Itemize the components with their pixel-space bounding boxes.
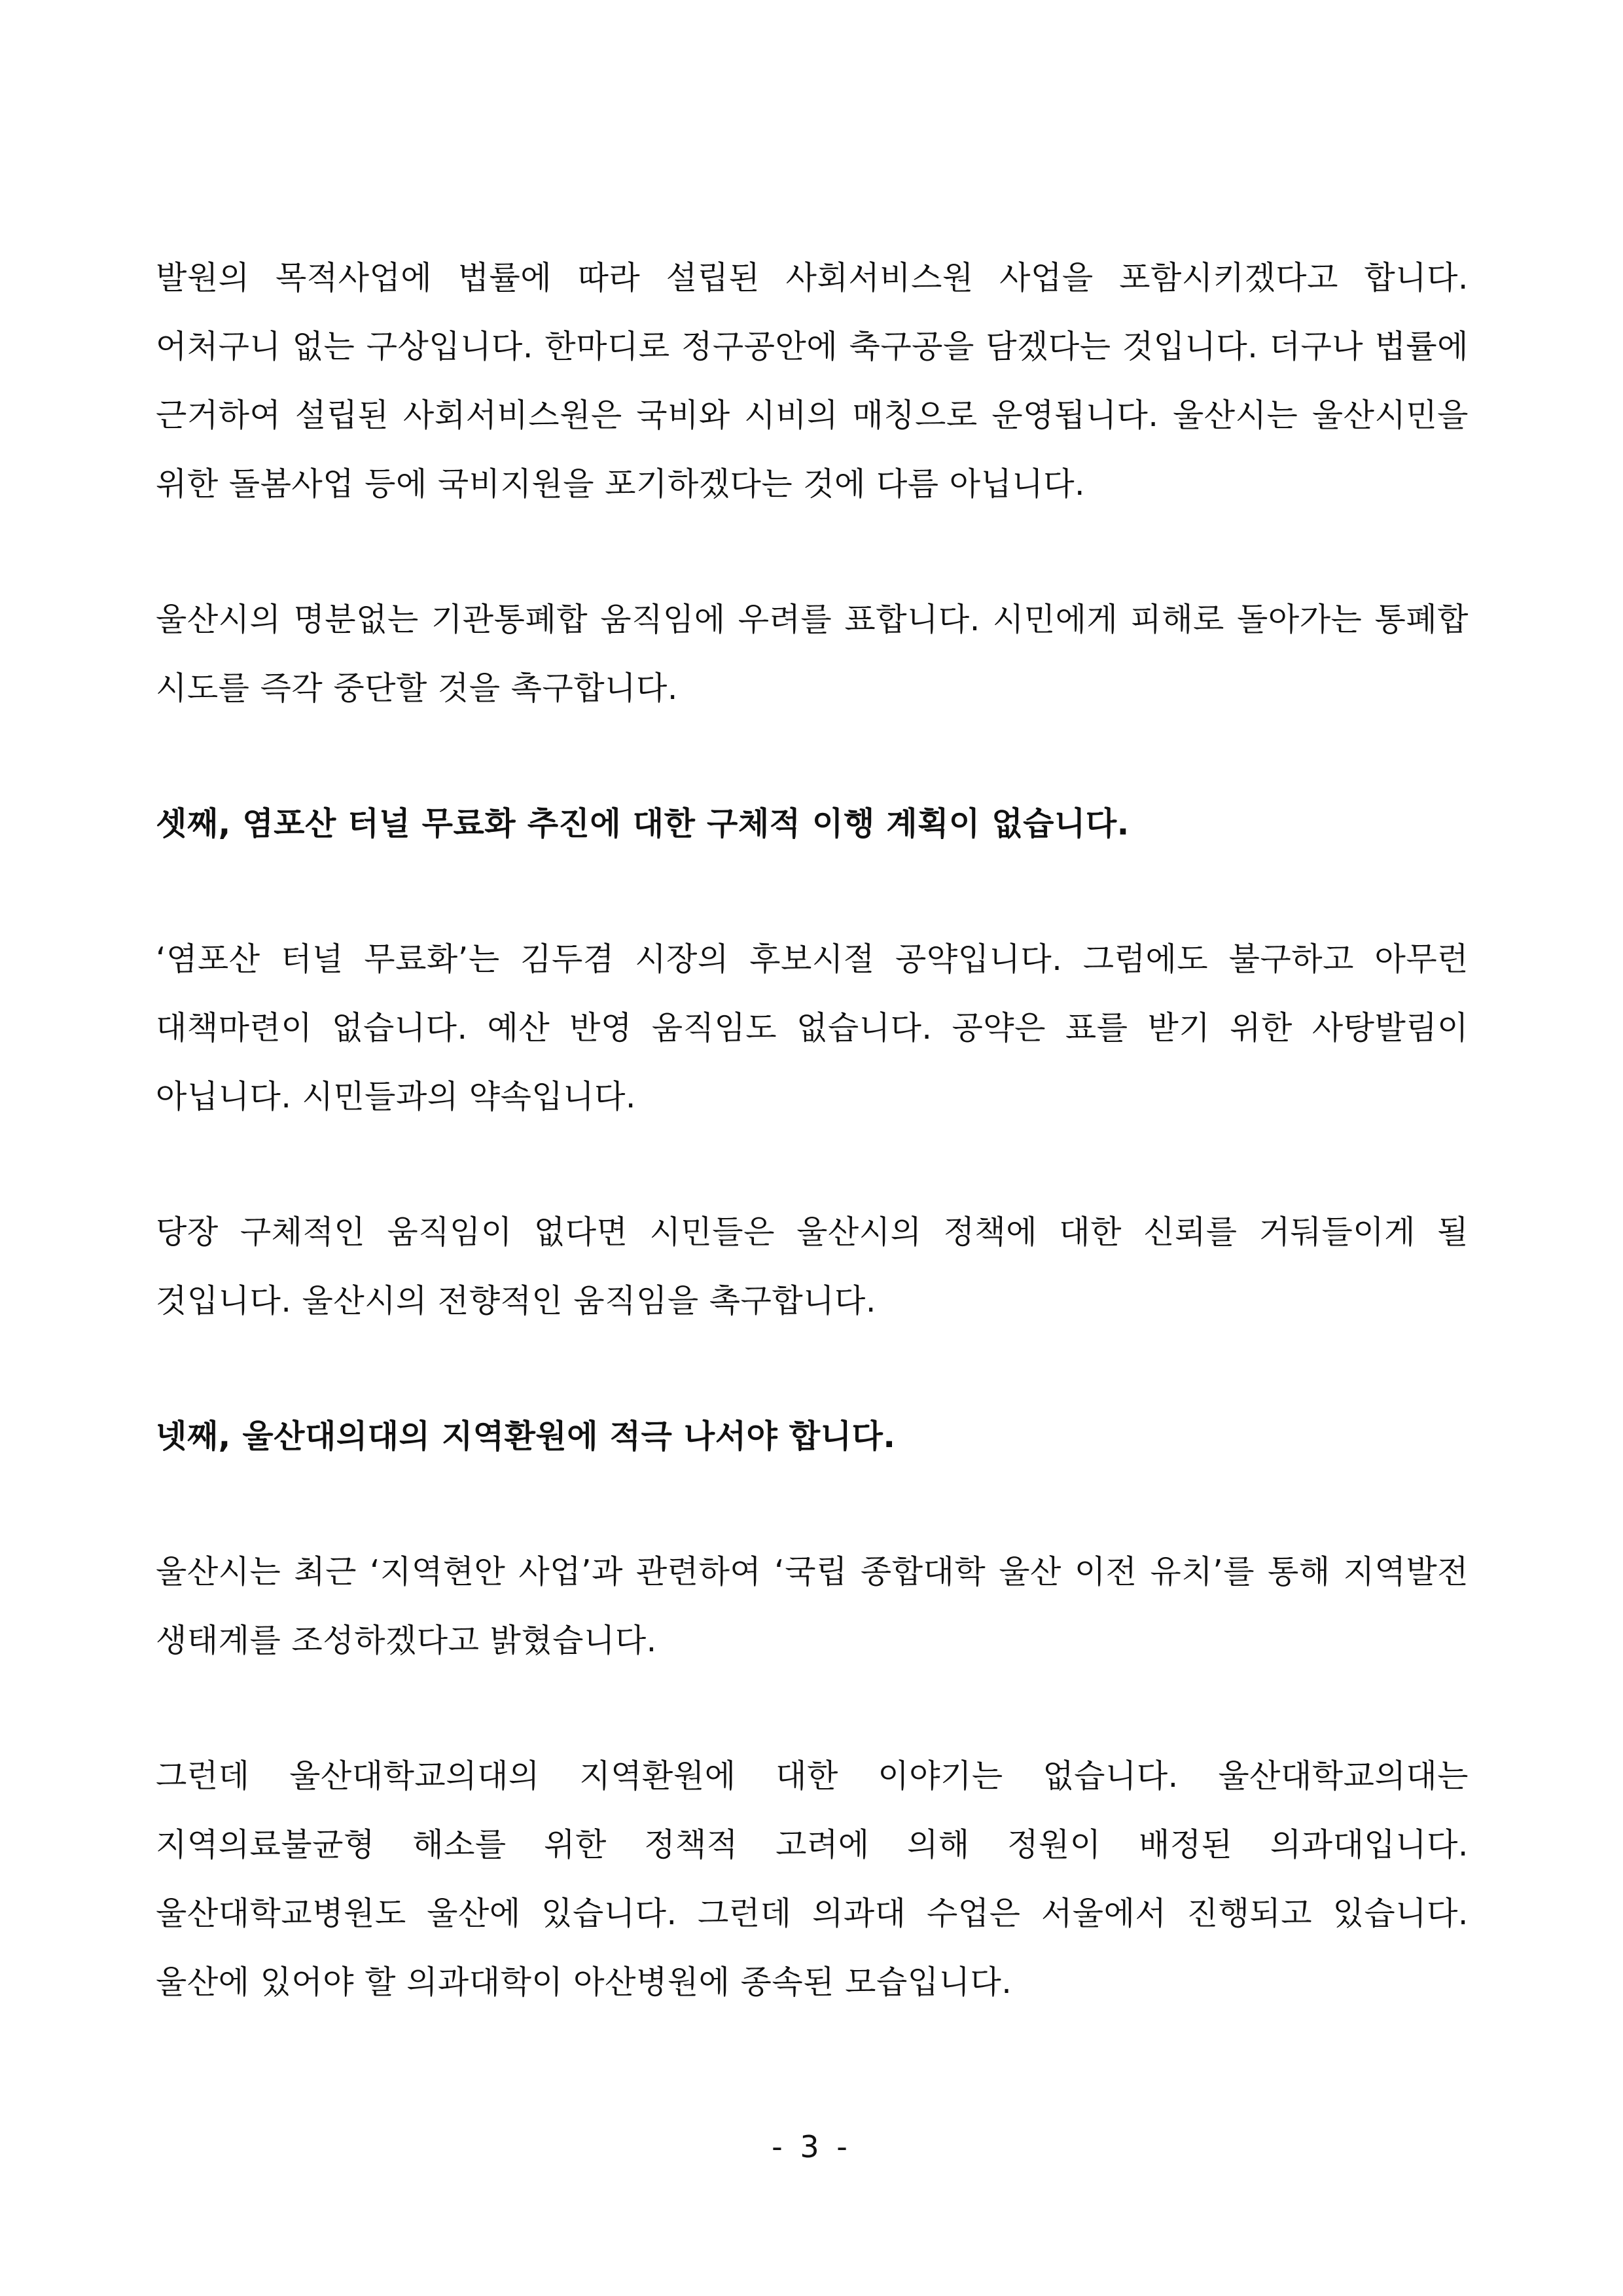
page-number: - 3 -: [772, 2129, 851, 2164]
section-heading-third: 셋째, 염포산 터널 무료화 추진에 대한 구체적 이행 계획이 없습니다.: [156, 805, 1130, 842]
paragraph-medical-school: 그런데 울산대학교의대의 지역환원에 대한 이야기는 없습니다. 울산대학교의대는 지역의료불균형 해소를 위한 정책적 고려에 의해 정원이 배정된 의과대입니다. 울산대학교병원도 울산에 있습니다. 그런데 의과대 수업은 서울에서 진행되고 있습니다. 울산에 있어야 할 의과대학이 아산병원에 종속된 모습입니다.: [156, 1757, 1469, 2001]
paragraph-national-university: 울산시는 최근 ‘지역현안 사업’과 관련하여 ‘국립 종합대학 울산 이전 유치’를 통해 지역발전 생태계를 조성하겠다고 밝혔습니다.: [156, 1553, 1469, 1659]
document-body: [156, 243, 1469, 2083]
paragraph-tunnel-trust: 당장 구체적인 움직임이 없다면 시민들은 울산시의 정책에 대한 신뢰를 거둬들이게 될 것입니다. 울산시의 전향적인 움직임을 촉구합니다.: [156, 1213, 1469, 1319]
paragraph-social-service-merger: 발원의 목적사업에 법률에 따라 설립된 사회서비스원 사업을 포함시키겠다고 합니다. 어처구니 없는 구상입니다. 한마디로 정구공안에 축구공을 담겠다는 것입니다. 더구나 법률에 근거하여 설립된 사회서비스원은 국비와 시비의 매칭으로 운영됩니다. 울산시는 울산시민을 위한 돌봄사업 등에 국비지원을 포기하겠다는 것에 다름 아닙니다.: [156, 259, 1469, 503]
section-heading-fourth: 넷째, 울산대의대의 지역환원에 적극 나서야 합니다.: [156, 1418, 896, 1455]
paragraph-merger-concern: 울산시의 명분없는 기관통폐합 움직임에 우려를 표합니다. 시민에게 피해로 돌아가는 통폐합 시도를 즉각 중단할 것을 촉구합니다.: [156, 601, 1469, 707]
paragraph-tunnel-pledge: ‘염포산 터널 무료화’는 김두겸 시장의 후보시절 공약입니다. 그럼에도 불구하고 아무런 대책마련이 없습니다. 예산 반영 움직임도 없습니다. 공약은 표를 받기 위한 사탕발림이 아닙니다. 시민들과의 약속입니다.: [156, 941, 1469, 1115]
